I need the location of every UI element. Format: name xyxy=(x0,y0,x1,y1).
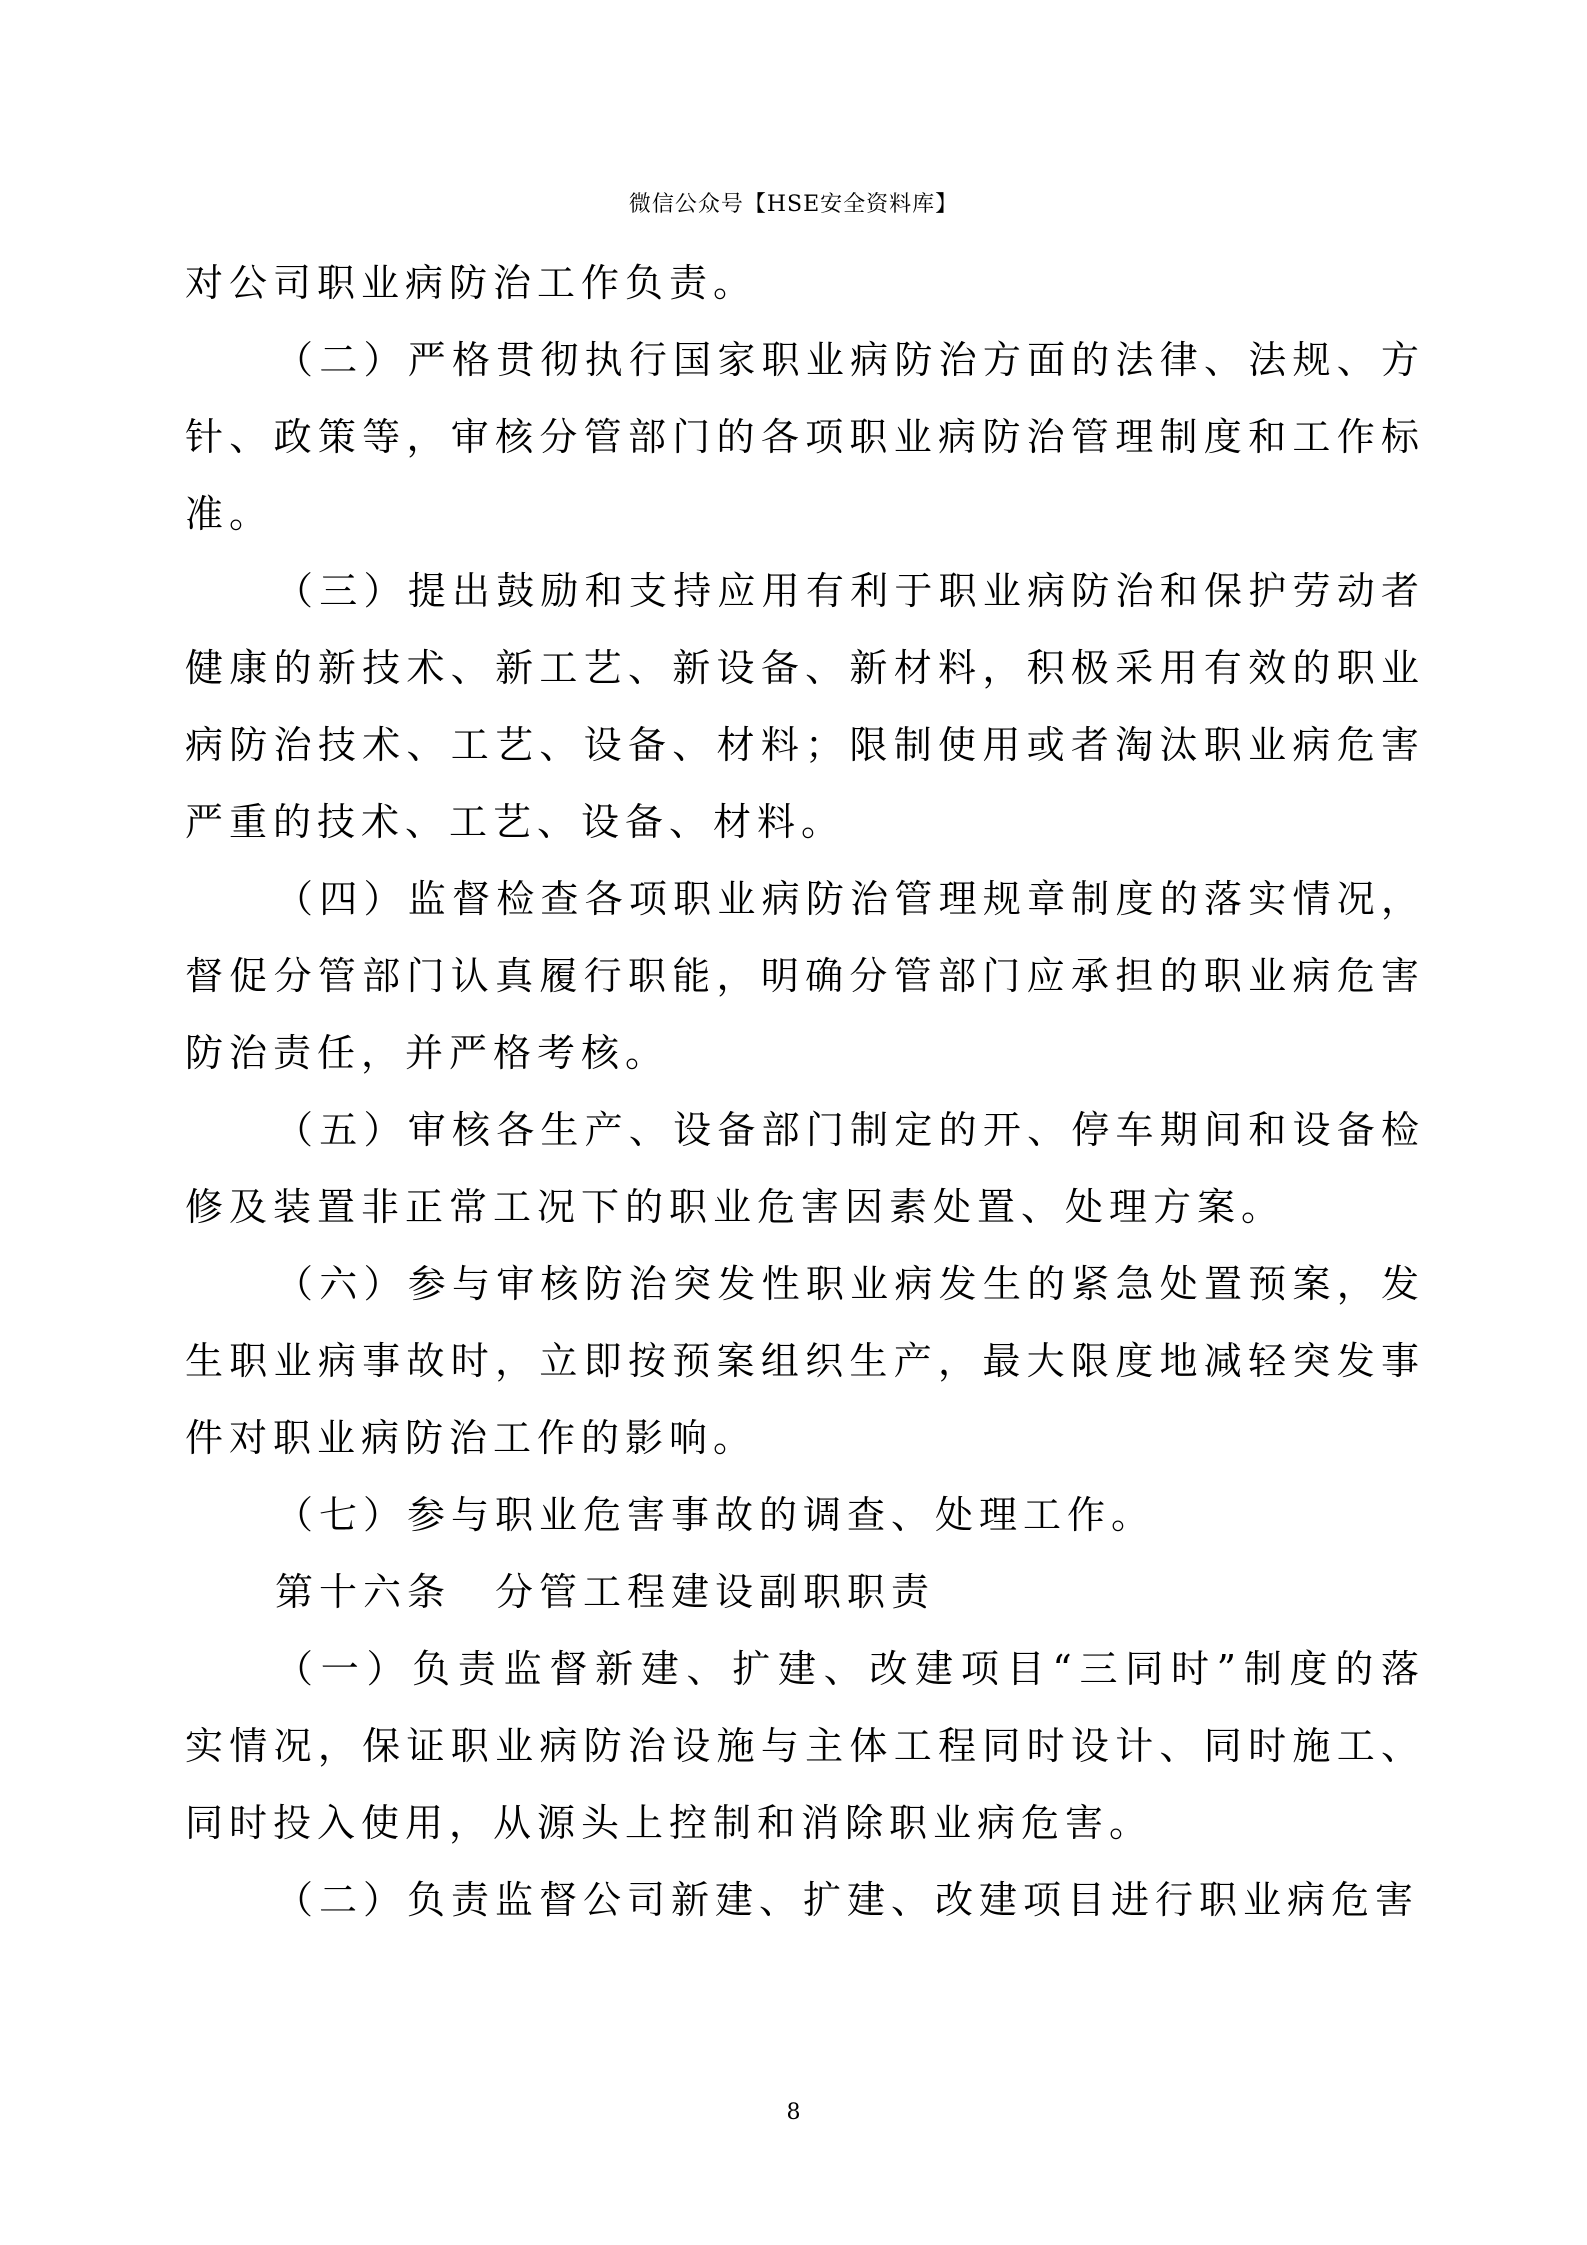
paragraph-item-6: （六）参与审核防治突发性职业病发生的紧急处置预案，发生职业病事故时，立即按预案组织生产，最大限度地减轻突发事件对职业病防治工作的影响。 xyxy=(185,1262,1425,1460)
paragraph-item-3: （三）提出鼓励和支持应用有利于职业病防治和保护劳动者健康的新技术、新工艺、新设备、新材料，积极采用有效的职业病防治技术、工艺、设备、材料；限制使用或者淘汰职业病危害严重的技术、工艺、设备、材料。 xyxy=(185,569,1425,844)
paragraph-article-item-2: （二）负责监督公司新建、扩建、改建项目进行职业病危害 xyxy=(275,1878,1420,1922)
page-number: 8 xyxy=(786,2100,801,2125)
paragraph-item-4: （四）监督检查各项职业病防治管理规章制度的落实情况，督促分管部门认真履行职能，明确分管部门应承担的职业病危害防治责任，并严格考核。 xyxy=(185,877,1425,1075)
document-body xyxy=(185,245,1425,1939)
paragraph-article-item-1: （一）负责监督新建、扩建、改建项目“三同时”制度的落实情况，保证职业病防治设施与主体工程同时设计、同时施工、同时投入使用，从源头上控制和消除职业病危害。 xyxy=(185,1647,1425,1845)
paragraph-item-5: （五）审核各生产、设备部门制定的开、停车期间和设备检修及装置非正常工况下的职业危害因素处置、处理方案。 xyxy=(185,1108,1425,1229)
paragraph-item-7: （七）参与职业危害事故的调查、处理工作。 xyxy=(275,1493,1156,1537)
page-header: 微信公众号【HSE安全资料库】 xyxy=(628,192,959,217)
paragraph-item-2: （二）严格贯彻执行国家职业病防治方面的法律、法规、方针、政策等，审核分管部门的各项职业病防治管理制度和工作标准。 xyxy=(185,338,1425,536)
paragraph-continuation: 对公司职业病防治工作负责。 xyxy=(185,261,758,305)
article-heading: 第十六条 分管工程建设副职职责 xyxy=(275,1570,936,1614)
